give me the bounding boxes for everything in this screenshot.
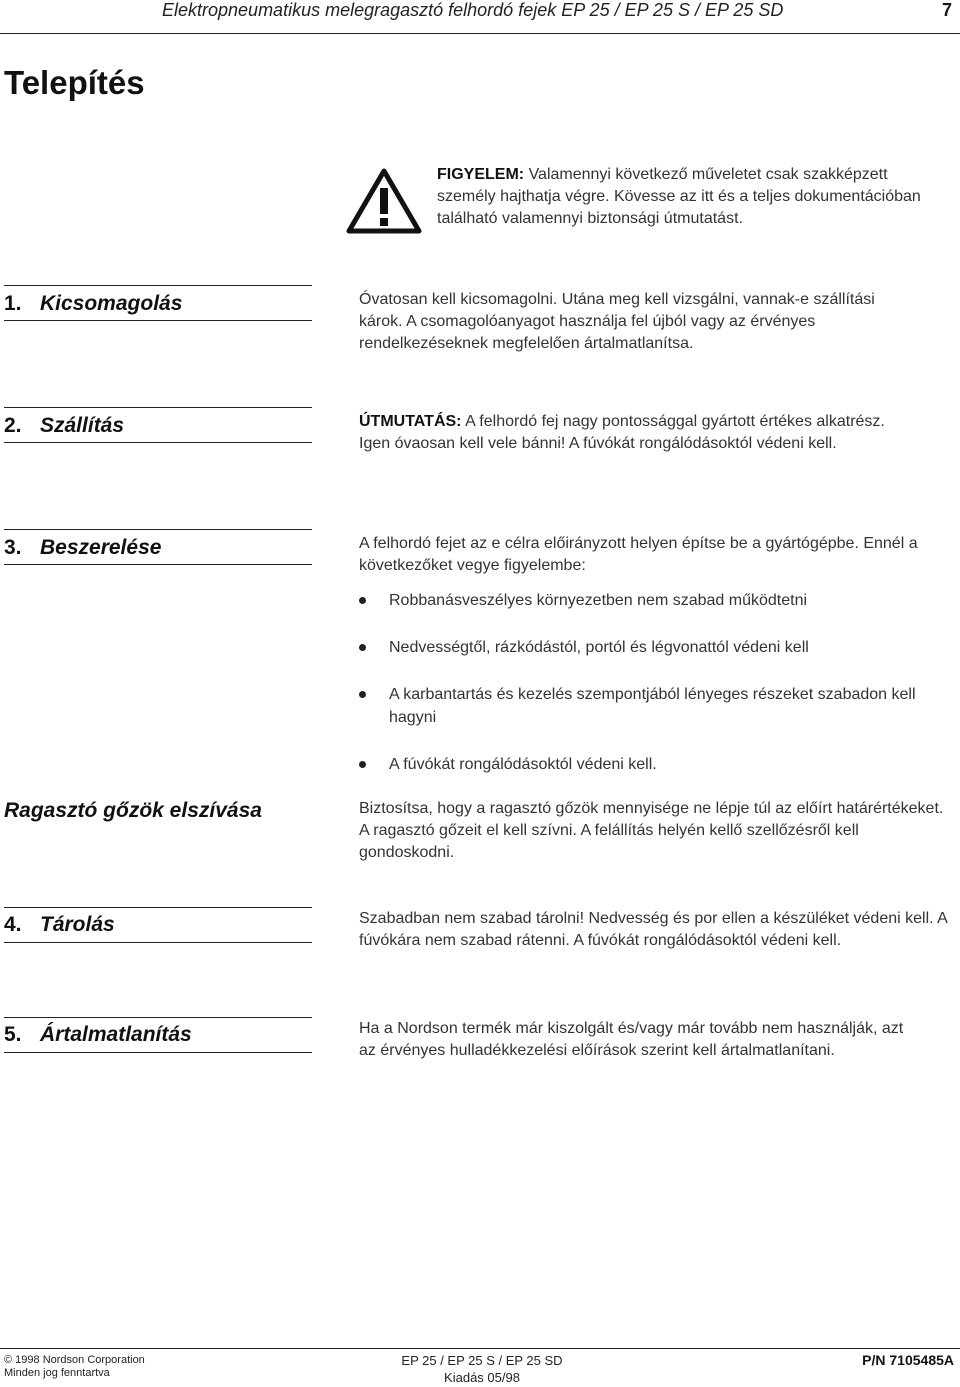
bullet-icon <box>359 761 366 768</box>
section-5-heading <box>4 1023 192 1047</box>
copyright-text: © 1998 Nordson Corporation <box>4 1354 145 1366</box>
section-3-heading <box>4 536 161 560</box>
footer-edition: Kiadás 05/98 <box>444 1370 520 1385</box>
footer-center <box>392 1352 572 1386</box>
vapor-text: Biztosítsa, hogy a ragasztó gőzök mennyisége ne lépje túl az előírt határértékeket. A ragasztó gőzeit el kell szívni. A felállítás helyén kellő szellőzésről kell gondoskodni. <box>359 800 944 861</box>
section-rule <box>4 564 312 565</box>
section-title: Ragasztó gőzök elszívása <box>4 799 262 822</box>
footer-copyright <box>4 1354 145 1380</box>
section-title: Kicsomagolás <box>40 292 183 315</box>
section-4-text: Szabadban nem szabad tárolni! Nedvesség és por ellen a készüléket védeni kell. A fúvókára nem szabad rátenni. A fúvókát rongálódásoktól védeni kell. <box>359 910 947 949</box>
list-item-text: Robbanásveszélyes környezetben nem szabad működtetni <box>389 592 808 609</box>
warning-body: Valamennyi következő műveletet csak szakképzett személy hajthatja végre. Kövesse az itt és a teljes dokumentációban található valamennyi biztonsági útmutatást. <box>437 166 921 227</box>
page-number: 7 <box>941 0 952 20</box>
section-1-heading <box>4 292 182 316</box>
bullet-icon <box>359 644 366 651</box>
section-title: Ártalmatlanítás <box>40 1023 192 1046</box>
section-rule <box>4 907 312 908</box>
section-1-text: Óvatosan kell kicsomagolni. Utána meg kell vizsgálni, vannak-e szállítási károk. A csomagolóanyagot használja fel újból vagy az érvényes rendelkezéseknek megfelelően ártalmatlanítsa. <box>359 291 875 352</box>
warning-text <box>437 164 937 230</box>
note-label: ÚTMUTATÁS: <box>359 413 462 430</box>
page-header <box>0 0 960 34</box>
section-3-text: A felhordó fejet az e célra előirányzott helyen építse be a gyártógépbe. Ennél a következőket vegye figyelembe: <box>359 535 918 574</box>
section-number: 5. <box>4 1023 22 1046</box>
section-rule <box>4 320 312 321</box>
warning-triangle-icon <box>346 168 422 234</box>
section-number: 1. <box>4 292 22 315</box>
page-title: Telepítés <box>4 64 145 101</box>
bullet-icon <box>359 691 366 698</box>
section-rule <box>4 1017 312 1018</box>
vapor-heading <box>4 799 262 823</box>
section-rule <box>4 529 312 530</box>
section-4-heading <box>4 913 115 937</box>
part-number: P/N 7105485A <box>862 1352 954 1368</box>
section-number: 4. <box>4 913 22 936</box>
rights-text: Minden jog fenntartva <box>4 1367 110 1379</box>
section-rule <box>4 1052 312 1053</box>
list-item-text: A fúvókát rongálódásoktól védeni kell. <box>389 756 657 773</box>
section-2-heading <box>4 414 124 438</box>
list-item-text: Nedvességtől, rázkódástól, portól és légvonattól védeni kell <box>389 639 809 656</box>
note-body: A felhordó fej nagy pontossággal gyártott értékes alkatrész. Igen óvaosan kell vele bánni! A fúvókát rongálódásoktól védeni kell. <box>359 413 885 452</box>
footer-model: EP 25 / EP 25 S / EP 25 SD <box>401 1353 563 1368</box>
bullet-icon <box>359 597 366 604</box>
section-number: 2. <box>4 414 22 437</box>
section-rule <box>4 442 312 443</box>
section-rule <box>4 407 312 408</box>
footer-rule <box>0 1348 960 1349</box>
section-2-text <box>359 411 919 455</box>
header-title: Elektropneumatikus melegragasztó felhordó fejek EP 25 / EP 25 S / EP 25 SD <box>162 0 784 20</box>
section-rule <box>4 942 312 943</box>
section-title: Szállítás <box>40 414 125 437</box>
section-title: Beszerelése <box>40 536 162 559</box>
section-number: 3. <box>4 536 22 559</box>
warning-label: FIGYELEM: <box>437 166 525 183</box>
section-rule <box>4 285 312 286</box>
section-title: Tárolás <box>40 913 115 936</box>
list-item-text: A karbantartás és kezelés szempontjából lényeges részeket szabadon kell hagyni <box>389 686 916 726</box>
section-5-text: Ha a Nordson termék már kiszolgált és/vagy már tovább nem használják, azt az érvényes hulladékkezelési előírások szerint kell ártalmatlanítani. <box>359 1020 904 1059</box>
